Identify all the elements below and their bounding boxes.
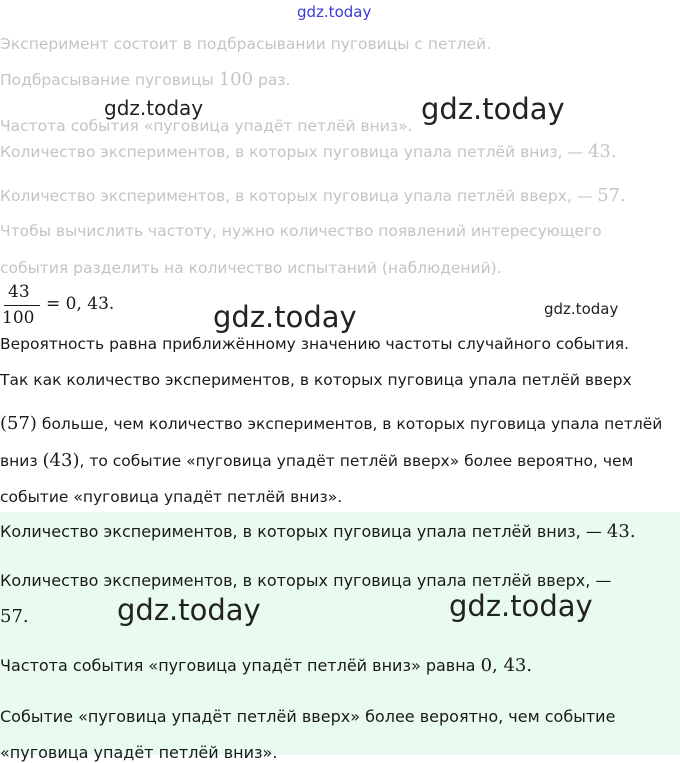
watermark: gdz.today xyxy=(421,92,565,126)
watermark: gdz.today xyxy=(449,589,593,623)
condition-line-7: события разделить на количество испытаний (наблюдений). xyxy=(0,259,502,277)
body-line-4: вниз (43), то событие «пуговица упадёт петлёй вверх» более вероятно, чем xyxy=(0,450,634,471)
formula-numerator: 43 xyxy=(8,282,30,302)
condition-line-1: Эксперимент состоит в подбрасывании пуговицы с петлей. xyxy=(0,35,492,53)
answer-line-4: Событие «пуговица упадёт петлёй вверх» более вероятно, чем событие xyxy=(0,707,616,726)
condition-line-6: Чтобы вычислить частоту, нужно количество появлений интересующего xyxy=(0,222,602,240)
watermark: gdz.today xyxy=(544,300,619,318)
answer-line-2-number: 57. xyxy=(0,606,29,627)
body-line-2: Так как количество экспериментов, в которых пуговица упала петлёй вверх xyxy=(0,371,632,389)
fraction-bar xyxy=(4,305,40,306)
condition-line-4: Количество экспериментов, в которых пуговица упала петлёй вниз, — 43. xyxy=(0,141,617,162)
answer-line-5: «пуговица упадёт петлёй вниз». xyxy=(0,743,278,762)
body-line-1: Вероятность равна приближённому значению частоты случайного события. xyxy=(0,335,630,353)
condition-line-5: Количество экспериментов, в которых пуговица упала петлёй вверх, — 57. xyxy=(0,185,626,206)
formula-denominator: 100 xyxy=(2,308,35,328)
condition-line-3: Частота события «пуговица упадёт петлёй вниз». xyxy=(0,117,413,135)
watermark: gdz.today xyxy=(104,96,204,120)
watermark: gdz.today xyxy=(213,300,357,334)
body-line-3: (57) больше, чем количество экспериментов, в которых пуговица упала петлёй xyxy=(0,413,663,434)
formula-result: = 0, 43. xyxy=(46,294,115,314)
answer-line-1: Количество экспериментов, в которых пуговица упала петлёй вниз, — 43. xyxy=(0,521,636,542)
watermark-top: gdz.today xyxy=(297,3,372,21)
watermark: gdz.today xyxy=(117,593,261,627)
body-line-5: событие «пуговица упадёт петлёй вниз». xyxy=(0,488,343,506)
answer-line-2: Количество экспериментов, в которых пуговица упала петлёй вверх, — xyxy=(0,571,612,590)
answer-line-3: Частота события «пуговица упадёт петлёй вниз» равна 0, 43. xyxy=(0,655,533,676)
condition-line-2: Подбрасывание пуговицы 100 раз. xyxy=(0,69,291,90)
